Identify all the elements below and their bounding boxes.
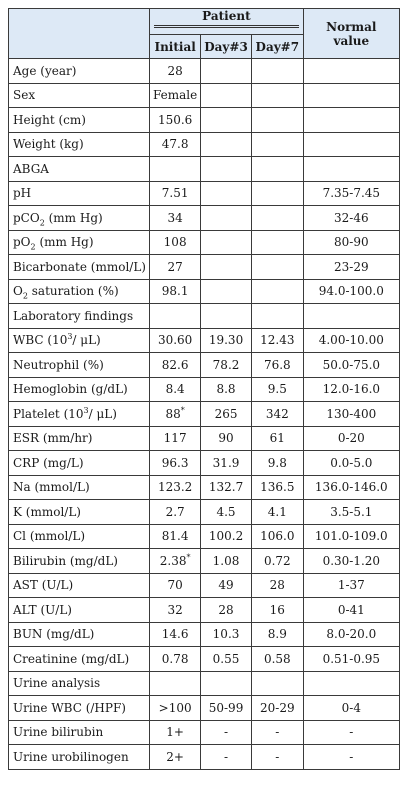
cell-day3 <box>201 426 252 451</box>
row-label: ALT (U/L) <box>9 598 150 623</box>
row-label: Cl (mmol/L) <box>9 524 150 549</box>
cell-normal <box>303 83 399 108</box>
value-day3: 0.55 <box>212 651 240 666</box>
value-initial: 47.8 <box>161 137 189 152</box>
cell-normal <box>303 720 399 745</box>
cell-day7 <box>251 426 303 451</box>
row-label: AST (U/L) <box>9 573 150 598</box>
cell-day7 <box>251 696 303 721</box>
cell-normal <box>303 647 399 672</box>
cell-initial <box>150 206 201 231</box>
value-day3: 50-99 <box>208 700 244 715</box>
value-initial: 0.78 <box>161 651 189 666</box>
cell-day7 <box>251 181 303 206</box>
value-normal: 50.0-75.0 <box>322 357 381 372</box>
cell-normal <box>303 206 399 231</box>
value-day7: 61 <box>269 431 285 446</box>
table-row <box>9 132 400 157</box>
cell-initial <box>150 377 201 402</box>
cell-day3 <box>201 206 252 231</box>
cell-normal <box>303 230 399 255</box>
value-day7: 0.58 <box>263 651 291 666</box>
value-day3: 8.8 <box>216 382 236 397</box>
table-row <box>9 696 400 721</box>
value-day7: 0.72 <box>263 553 291 568</box>
value-day7: - <box>275 749 280 764</box>
table-row <box>9 181 400 206</box>
cell-normal <box>303 671 399 696</box>
cell-day3 <box>201 500 252 525</box>
cell-initial <box>150 304 201 329</box>
cell-initial <box>150 647 201 672</box>
cell-day7 <box>251 549 303 574</box>
cell-day7 <box>251 255 303 280</box>
table-row <box>9 83 400 108</box>
cell-day3 <box>201 132 252 157</box>
cell-initial <box>150 524 201 549</box>
cell-day7 <box>251 451 303 476</box>
value-normal: - <box>349 749 354 764</box>
value-normal: - <box>349 725 354 740</box>
cell-day7 <box>251 573 303 598</box>
row-label <box>9 206 150 231</box>
cell-normal <box>303 132 399 157</box>
header-blank-cell <box>9 9 150 59</box>
row-label: Neutrophil (%) <box>9 353 150 378</box>
cell-normal <box>303 573 399 598</box>
row-label: K (mmol/L) <box>9 500 150 525</box>
cell-day3 <box>201 451 252 476</box>
cell-initial <box>150 500 201 525</box>
row-label: Urine bilirubin <box>9 720 150 745</box>
cell-day7 <box>251 598 303 623</box>
value-day7: 12.43 <box>260 333 295 348</box>
cell-normal <box>303 279 399 304</box>
cell-normal <box>303 304 399 329</box>
cell-normal <box>303 377 399 402</box>
label-subscript: 2 <box>22 291 28 301</box>
cell-initial <box>150 426 201 451</box>
cell-normal <box>303 157 399 182</box>
value-day3: 90 <box>218 431 234 446</box>
value-initial: 117 <box>163 431 187 446</box>
table-row <box>9 745 400 770</box>
value-normal: 101.0-109.0 <box>314 529 388 544</box>
value-normal: 130-400 <box>326 406 377 421</box>
cell-normal <box>303 426 399 451</box>
value-normal: 0.30-1.20 <box>322 553 381 568</box>
table-row <box>9 524 400 549</box>
cell-day3 <box>201 304 252 329</box>
cell-day3 <box>201 524 252 549</box>
value-day3: 78.2 <box>212 357 240 372</box>
table-row <box>9 573 400 598</box>
value-normal: 94.0-100.0 <box>318 284 384 299</box>
value-normal: 0-20 <box>337 431 365 446</box>
value-day7: 28 <box>269 578 285 593</box>
cell-initial <box>150 720 201 745</box>
value-day7: 76.8 <box>263 357 291 372</box>
row-label: Weight (kg) <box>9 132 150 157</box>
value-initial: 14.6 <box>161 627 189 642</box>
cell-day3 <box>201 402 252 427</box>
value-initial: 123.2 <box>157 480 193 495</box>
row-label <box>9 279 150 304</box>
cell-day7 <box>251 132 303 157</box>
table-body <box>9 59 400 770</box>
label-unit: (mm Hg) <box>35 235 94 250</box>
cell-day3 <box>201 720 252 745</box>
cell-normal <box>303 696 399 721</box>
cell-day7 <box>251 206 303 231</box>
section-label: ABGA <box>9 157 150 182</box>
cell-day7 <box>251 157 303 182</box>
cell-initial <box>150 353 201 378</box>
value-initial: 32 <box>167 602 183 617</box>
cell-day7 <box>251 230 303 255</box>
cell-initial <box>150 622 201 647</box>
cell-day7 <box>251 475 303 500</box>
cell-normal <box>303 745 399 770</box>
header-normal-value: Normal value <box>303 9 399 59</box>
value-day7: 16 <box>269 602 285 617</box>
value-day7: 9.5 <box>267 382 287 397</box>
table-row <box>9 59 400 84</box>
value-day3: 49 <box>218 578 234 593</box>
cell-initial <box>150 230 201 255</box>
cell-initial <box>150 573 201 598</box>
header-day3: Day#3 <box>201 35 252 59</box>
row-label: ESR (mm/hr) <box>9 426 150 451</box>
cell-day7 <box>251 500 303 525</box>
table-row <box>9 255 400 280</box>
value-day3: 31.9 <box>212 455 240 470</box>
cell-day7 <box>251 402 303 427</box>
section-row <box>9 157 400 182</box>
section-label: Urine analysis <box>9 671 150 696</box>
cell-day3 <box>201 328 252 353</box>
row-label: Urine WBC (/HPF) <box>9 696 150 721</box>
cell-day7 <box>251 647 303 672</box>
value-initial: 150.6 <box>157 112 193 127</box>
label-text: pO <box>13 235 31 250</box>
cell-day7 <box>251 83 303 108</box>
cell-day3 <box>201 181 252 206</box>
cell-normal <box>303 181 399 206</box>
label-text: WBC (10 <box>13 333 68 348</box>
value-normal: 136.0-146.0 <box>314 480 388 495</box>
cell-day7 <box>251 622 303 647</box>
value-day7: 342 <box>265 406 289 421</box>
table-row <box>9 720 400 745</box>
row-label <box>9 230 150 255</box>
cell-initial <box>150 279 201 304</box>
cell-day7 <box>251 279 303 304</box>
table-row <box>9 451 400 476</box>
value-day3: 28 <box>218 602 234 617</box>
cell-normal <box>303 524 399 549</box>
header-patient-rule <box>154 25 299 28</box>
value-day3: 19.30 <box>208 333 244 348</box>
cell-normal <box>303 622 399 647</box>
label-unit: / μL) <box>88 406 117 421</box>
value-day7: 20-29 <box>260 700 295 715</box>
cell-normal <box>303 255 399 280</box>
value-normal: 7.35-7.45 <box>322 186 381 201</box>
cell-normal <box>303 402 399 427</box>
row-label: Height (cm) <box>9 108 150 133</box>
cell-day3 <box>201 83 252 108</box>
table-row <box>9 647 400 672</box>
table-row <box>9 622 400 647</box>
value-day7: 4.1 <box>267 504 287 519</box>
value-initial: 34 <box>167 210 183 225</box>
cell-initial <box>150 157 201 182</box>
cell-day3 <box>201 647 252 672</box>
value-day3: 4.5 <box>216 504 236 519</box>
cell-initial <box>150 475 201 500</box>
section-row <box>9 304 400 329</box>
value-initial: 82.6 <box>161 357 189 372</box>
cell-day3 <box>201 549 252 574</box>
value-initial: 1+ <box>166 725 184 740</box>
label-text: pCO <box>13 210 40 225</box>
value-normal: 0-4 <box>341 700 361 715</box>
significance-marker: * <box>180 405 185 415</box>
value-initial: 2.7 <box>165 504 185 519</box>
cell-initial <box>150 671 201 696</box>
label-text: O <box>13 284 23 299</box>
cell-initial <box>150 83 201 108</box>
cell-day3 <box>201 573 252 598</box>
cell-initial <box>150 108 201 133</box>
value-initial: 2.38 <box>159 553 187 568</box>
value-day3: 10.3 <box>212 627 240 642</box>
cell-normal <box>303 598 399 623</box>
cell-day7 <box>251 524 303 549</box>
value-normal: 80-90 <box>334 235 369 250</box>
cell-day3 <box>201 157 252 182</box>
table-row <box>9 500 400 525</box>
cell-day3 <box>201 598 252 623</box>
table-row <box>9 549 400 574</box>
value-initial: 28 <box>167 63 183 78</box>
table-row <box>9 353 400 378</box>
row-label: Hemoglobin (g/dL) <box>9 377 150 402</box>
table-row <box>9 328 400 353</box>
cell-initial <box>150 451 201 476</box>
cell-normal <box>303 59 399 84</box>
cell-normal <box>303 549 399 574</box>
header-initial: Initial <box>150 35 201 59</box>
cell-initial <box>150 549 201 574</box>
cell-normal <box>303 108 399 133</box>
cell-day3 <box>201 696 252 721</box>
significance-marker: * <box>186 552 191 562</box>
cell-day7 <box>251 108 303 133</box>
value-initial: 81.4 <box>161 529 189 544</box>
section-row <box>9 671 400 696</box>
label-text: Platelet (10 <box>13 406 84 421</box>
cell-initial <box>150 598 201 623</box>
cell-day3 <box>201 353 252 378</box>
row-label: Na (mmol/L) <box>9 475 150 500</box>
value-initial: 7.51 <box>161 186 189 201</box>
value-normal: 32-46 <box>334 210 369 225</box>
table-row <box>9 426 400 451</box>
value-day3: 132.7 <box>208 480 244 495</box>
cell-day7 <box>251 304 303 329</box>
cell-day7 <box>251 745 303 770</box>
label-unit: / μL) <box>72 333 101 348</box>
value-day7: 136.5 <box>260 480 295 495</box>
row-label: Urine urobilinogen <box>9 745 150 770</box>
value-normal: 12.0-16.0 <box>322 382 381 397</box>
row-label: Age (year) <box>9 59 150 84</box>
cell-day3 <box>201 377 252 402</box>
value-initial: >100 <box>158 700 192 715</box>
value-day7: 106.0 <box>260 529 295 544</box>
label-unit: saturation (%) <box>27 284 119 299</box>
table-row <box>9 475 400 500</box>
value-day3: 100.2 <box>208 529 244 544</box>
cell-day3 <box>201 475 252 500</box>
cell-day3 <box>201 255 252 280</box>
value-initial: 27 <box>167 259 183 274</box>
value-normal: 0-41 <box>337 602 365 617</box>
row-label: Creatinine (mg/dL) <box>9 647 150 672</box>
value-day3: - <box>224 725 229 740</box>
value-initial: Female <box>153 88 198 103</box>
cell-day3 <box>201 671 252 696</box>
cell-initial <box>150 696 201 721</box>
label-subscript: 2 <box>39 218 45 228</box>
cell-day3 <box>201 108 252 133</box>
value-initial: 108 <box>163 235 187 250</box>
section-label: Laboratory findings <box>9 304 150 329</box>
cell-initial <box>150 132 201 157</box>
cell-day7 <box>251 353 303 378</box>
value-initial: 96.3 <box>161 455 189 470</box>
cell-day7 <box>251 720 303 745</box>
value-initial: 88 <box>165 406 181 421</box>
value-normal: 0.0-5.0 <box>330 455 373 470</box>
cell-day3 <box>201 745 252 770</box>
value-normal: 3.5-5.1 <box>330 504 373 519</box>
table-header <box>9 9 400 59</box>
header-patient-label: Patient <box>202 9 251 23</box>
row-label: CRP (mg/L) <box>9 451 150 476</box>
label-subscript: 2 <box>30 242 36 252</box>
value-day3: - <box>224 749 229 764</box>
cell-day3 <box>201 622 252 647</box>
table-row <box>9 279 400 304</box>
cell-initial <box>150 59 201 84</box>
row-label: Bilirubin (mg/dL) <box>9 549 150 574</box>
label-superscript: 3 <box>67 332 73 342</box>
cell-day7 <box>251 328 303 353</box>
header-day7: Day#7 <box>251 35 303 59</box>
header-patient <box>150 9 304 35</box>
cell-day3 <box>201 230 252 255</box>
cell-day3 <box>201 59 252 84</box>
cell-initial <box>150 181 201 206</box>
value-normal: 1-37 <box>337 578 365 593</box>
row-label: BUN (mg/dL) <box>9 622 150 647</box>
cell-normal <box>303 500 399 525</box>
value-normal: 0.51-0.95 <box>322 651 381 666</box>
table-row <box>9 206 400 231</box>
row-label: Sex <box>9 83 150 108</box>
cell-initial <box>150 328 201 353</box>
value-day7: - <box>275 725 280 740</box>
value-day3: 265 <box>214 406 238 421</box>
cell-day7 <box>251 59 303 84</box>
value-initial: 30.60 <box>157 333 193 348</box>
value-normal: 23-29 <box>334 259 369 274</box>
table-row <box>9 377 400 402</box>
value-initial: 70 <box>167 578 183 593</box>
cell-day7 <box>251 377 303 402</box>
table-row <box>9 598 400 623</box>
label-unit: (mm Hg) <box>44 210 103 225</box>
row-label: Bicarbonate (mmol/L) <box>9 255 150 280</box>
cell-normal <box>303 353 399 378</box>
value-normal: 4.00-10.00 <box>318 333 384 348</box>
row-label: pH <box>9 181 150 206</box>
value-initial: 2+ <box>166 749 184 764</box>
value-normal: 8.0-20.0 <box>326 627 377 642</box>
label-superscript: 3 <box>83 405 89 415</box>
cell-normal <box>303 475 399 500</box>
lab-table-container <box>8 8 400 770</box>
table-row <box>9 402 400 427</box>
table-row <box>9 108 400 133</box>
cell-initial <box>150 745 201 770</box>
cell-normal <box>303 328 399 353</box>
lab-results-table <box>8 8 400 770</box>
value-day3: 1.08 <box>212 553 240 568</box>
cell-initial <box>150 255 201 280</box>
cell-day7 <box>251 671 303 696</box>
value-day7: 9.8 <box>267 455 287 470</box>
table-row <box>9 230 400 255</box>
row-label <box>9 328 150 353</box>
value-initial: 8.4 <box>165 382 185 397</box>
cell-day3 <box>201 279 252 304</box>
cell-normal <box>303 451 399 476</box>
row-label <box>9 402 150 427</box>
cell-initial <box>150 402 201 427</box>
value-initial: 98.1 <box>161 284 189 299</box>
value-day7: 8.9 <box>267 627 287 642</box>
